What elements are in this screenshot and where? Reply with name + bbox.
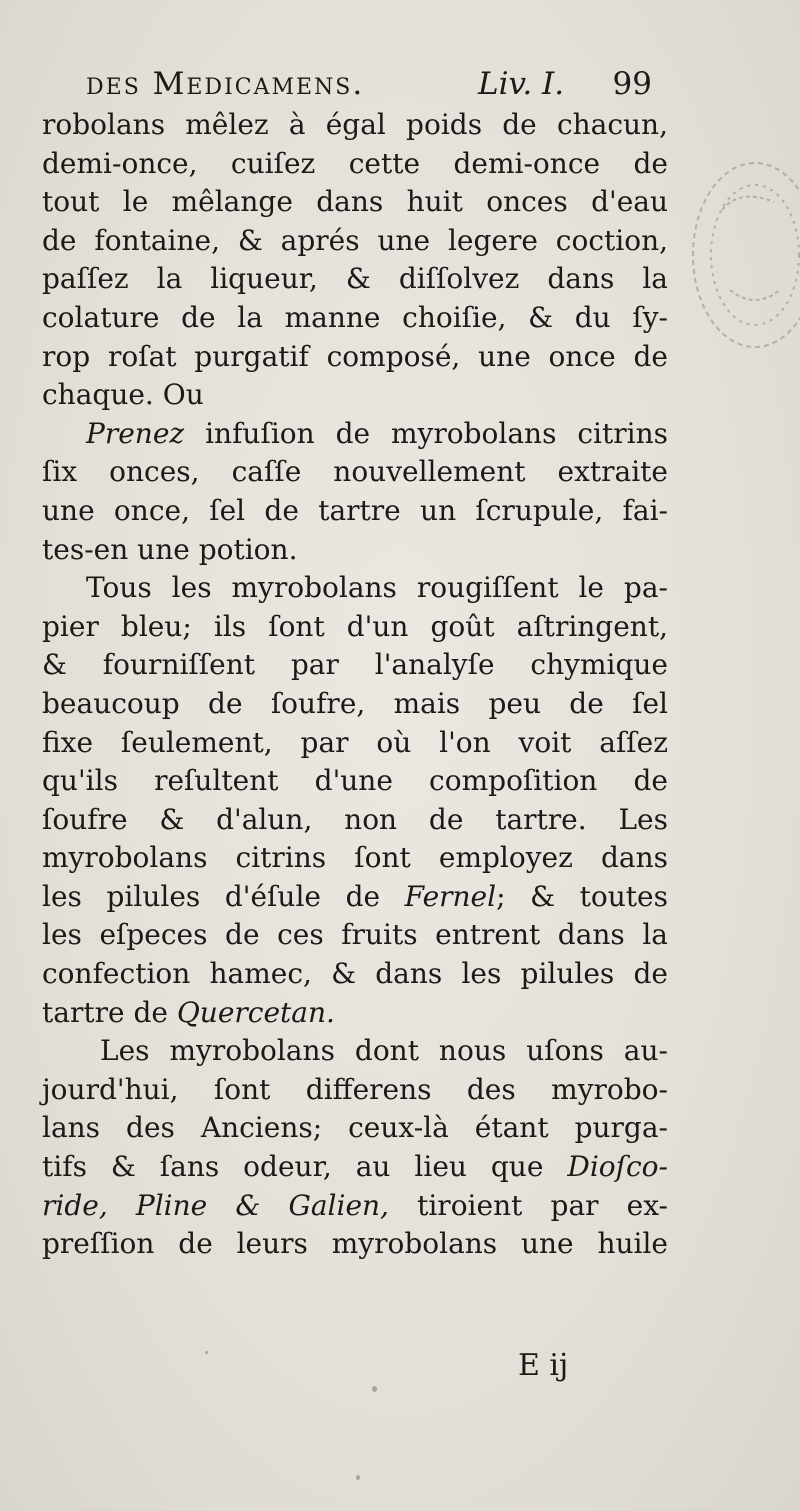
book-reference: Liv. I. (478, 66, 565, 102)
page-number: 99 (612, 66, 652, 102)
text-line: fixe ſeulement, par où l'on voit aſſez (42, 725, 668, 759)
text-line: demi-once, cuiſez cette demi-once de (42, 146, 668, 180)
text-line: preſſion de leurs myrobolans une huile (42, 1227, 668, 1261)
text-line: confection hamec, & dans les pilules de (42, 957, 668, 991)
text-line: rop roſat purgatif composé, une once de (42, 339, 668, 373)
text-line: jourd'hui, ſont differens des myrobo- (42, 1072, 668, 1106)
text-line: paſſez la liqueur, & diſſolvez dans la (42, 262, 668, 296)
text-line: robolans mêlez à égal poids de chacun, (42, 108, 668, 141)
text-line: les eſpeces de ces fruits entrent dans la (42, 918, 668, 952)
text-line: pier bleu; ils ſont d'un goût aſtringent, (42, 609, 668, 643)
signature-mark: E ij (518, 1348, 569, 1383)
text-line: Prenez infuſion de myrobolans citrins (86, 416, 668, 450)
ink-speck (372, 1386, 377, 1392)
text-line: lans des Anciens; ceux-là étant purga- (42, 1111, 668, 1145)
running-title: des Medicamens. (86, 66, 365, 102)
text-line: de fontaine, & aprés une legere coction, (42, 223, 668, 257)
text-line: tifs & ſans odeur, au lieu que Dioſco- (42, 1150, 668, 1184)
text-line: myrobolans citrins ſont employez dans (42, 841, 668, 875)
library-stamp-icon (660, 140, 800, 370)
text-line: qu'ils reſultent d'une compoſition de (42, 764, 668, 798)
text-line: ſoufre & d'alun, non de tartre. Les (42, 802, 668, 836)
text-line: les pilules d'éſule de Fernel; & toutes (42, 879, 668, 913)
text-line: tes-en une potion. (42, 532, 298, 566)
text-line: Tous les myrobolans rougiſſent le pa- (86, 571, 668, 605)
text-line: ſix onces, caſſe nouvellement extraite (42, 455, 668, 489)
text-line: beaucoup de ſoufre, mais peu de ſel (42, 686, 668, 720)
text-line: tartre de Quercetan. (42, 995, 335, 1029)
text-line: Les myrobolans dont nous uſons au- (100, 1034, 668, 1068)
text-line: une once, ſel de tartre un ſcrupule, fai- (42, 493, 668, 527)
text-line: colature de la manne choiſie, & du ſy- (42, 300, 668, 334)
ink-speck (205, 1351, 208, 1354)
text-line: chaque. Ou (42, 378, 204, 412)
text-line: tout le mêlange dans huit onces d'eau (42, 185, 668, 219)
ink-speck (356, 1475, 360, 1480)
running-header (86, 62, 652, 106)
body-text (42, 106, 668, 1264)
text-line: ride, Pline & Galien, tiroient par ex- (42, 1188, 668, 1222)
text-line: & fourniſſent par l'analyſe chymique (42, 648, 668, 682)
